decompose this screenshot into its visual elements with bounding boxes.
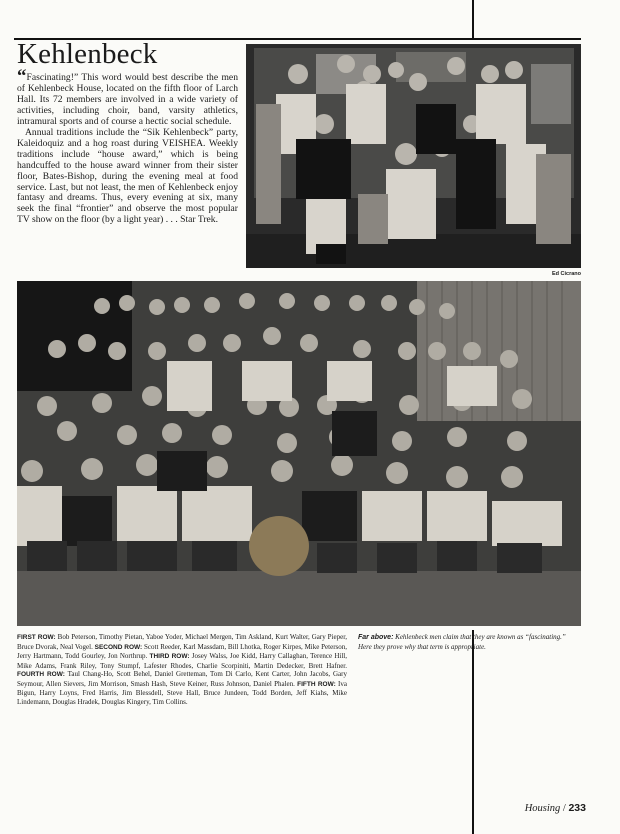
row-names: Taul Chang-Ho, Scott Behel, Daniel Gretteman, Tom Di Carlo, Kent Carter, John Jacobs, Gary Seymour, Allen Sievers, Jim Morrison, Smash Hash, Steve Keiner, Russ Johnson, Daniel Phalen. bbox=[17, 670, 347, 688]
top-photo-image bbox=[246, 44, 581, 268]
intro-text bbox=[17, 66, 238, 226]
intro-lead: Fascinating! bbox=[26, 72, 74, 83]
drop-quote: “ bbox=[17, 66, 27, 87]
row-label: FIFTH ROW: bbox=[297, 680, 336, 688]
folio-separator: / bbox=[560, 803, 569, 814]
page-title: Kehlenbeck bbox=[17, 38, 158, 70]
row-label: FOURTH ROW: bbox=[17, 671, 65, 678]
row-names: Josey Walss, Joe Kidd, Harry Callaghan, Terence Hill, Mike Adams, Frank Riley, Tony Stumpf, Lafester Rhodes, Charlie Scorpiniti, Martin Dedecker, Brett Hafner. bbox=[17, 652, 347, 670]
row-label: SECOND ROW: bbox=[94, 643, 143, 651]
page-rule-vertical bbox=[472, 0, 474, 38]
group-photo-image bbox=[17, 281, 581, 626]
intro-paragraph-1 bbox=[17, 66, 238, 128]
folio-section: Housing bbox=[524, 803, 561, 814]
row-label: FIRST ROW: bbox=[17, 634, 56, 641]
row-names: Bob Peterson, Timothy Pietan, Yaboe Yoder, Michael Mergen, Tim Askland, Kurt Walter, Gary Pieper, Bruce Dvorak, Neal Vogel. bbox=[17, 633, 348, 651]
bottom-rule-vertical bbox=[472, 630, 474, 834]
page-folio bbox=[525, 802, 586, 814]
row-names: Iva Bigun, Harry Loyns, Fred Harris, Jim Blessdell, Steve Hall, Bruce Jundeen, Todd Borden, Jeff Kiahs, Mike Lindemann, Douglas Hradek, Douglas Kingery, Tim Collins. bbox=[17, 679, 347, 706]
photo-credit: Ed Cicrano bbox=[551, 271, 581, 277]
page-number: 233 bbox=[568, 802, 586, 814]
row-names: Scott Reeder, Karl Massdam, Bill Lhotka, Roger Kirpes, Mike Peterson, Jerry Hartmann, Todd Gourley, Jon Northrup. bbox=[17, 642, 347, 660]
caption-lead: Far above: bbox=[358, 634, 394, 641]
row-label: THIRD ROW: bbox=[149, 653, 190, 660]
caption-text: Kehlenbeck men claim that they are known as “fascinating.” Here they prove why that term is appropriate. bbox=[358, 633, 566, 651]
row-listing bbox=[17, 633, 347, 706]
top-photo bbox=[246, 44, 581, 268]
intro-paragraph-2: Annual traditions include the “Sik Kehlenbeck” party, Kaleidoquiz and a hog roast during VEISHEA. Weekly traditions include “house award,” which is being handcuffed to the house award winner from their sister floor, Bates-Bishop, during the evening meal at food service. Last, but not least, the men of Kehlenbeck enjoy fantasy and dreams. Thus, every evening at six, many seek the final “frontier” and observe the most popular TV show on the floor (by a light year) . . . Star Trek. bbox=[17, 126, 238, 226]
photo-caption bbox=[358, 633, 580, 651]
intro-p1-rest: ” This word would best describe the men of Kehlenbeck House, located on the fifth floor of Larch Hall. Its 72 members are involved in a wide variety of activities, including choir, band, varsity athletics, intramural sports and of course a hectic social schedule. bbox=[17, 72, 238, 127]
group-photo bbox=[17, 281, 581, 626]
